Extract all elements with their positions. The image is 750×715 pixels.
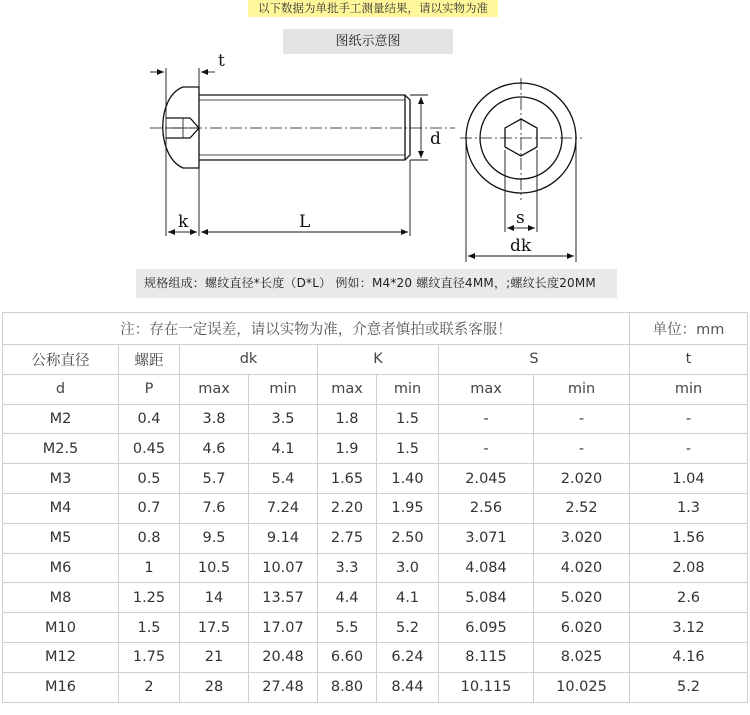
table-cell: 5.5	[318, 613, 377, 643]
table-cell: 1.25	[119, 583, 180, 613]
table-cell: 13.57	[249, 583, 318, 613]
table-cell: 2	[119, 672, 180, 702]
table-cell: 21	[180, 642, 249, 672]
table-cell: 5.2	[377, 613, 439, 643]
spec-format-note: 规格组成：螺纹直径*长度（D*L） 例如：M4*20 螺纹直径4MM，;螺纹长度20MM	[136, 269, 617, 298]
table-cell: 8.025	[534, 642, 630, 672]
table-cell: 3.0	[377, 553, 439, 583]
table-cell: 1.65	[318, 464, 377, 494]
table-cell: 28	[180, 672, 249, 702]
table-cell: 0.45	[119, 434, 180, 464]
screw-shank	[199, 95, 410, 160]
table-cell: 10.115	[439, 672, 534, 702]
screw-diagram	[0, 0, 750, 265]
table-cell: 7.6	[180, 493, 249, 523]
table-cell: 17.07	[249, 613, 318, 643]
table-cell: 4.1	[377, 583, 439, 613]
header-dk: dk	[180, 345, 318, 375]
table-cell: 4.084	[439, 553, 534, 583]
table-note: 注：存在一定误差，请以实物为准，介意者慎拍或联系客服！	[3, 313, 630, 345]
table-cell: 2.020	[534, 464, 630, 494]
table-cell: 10.025	[534, 672, 630, 702]
unit-label: 单位：mm	[630, 313, 748, 345]
table-cell: M10	[3, 613, 119, 643]
subheader-cell: min	[630, 374, 748, 404]
table-cell: 1.9	[318, 434, 377, 464]
table-cell: -	[534, 404, 630, 434]
table-cell: M8	[3, 583, 119, 613]
header-t: t	[630, 345, 748, 375]
table-row	[3, 493, 748, 523]
table-cell: 5.020	[534, 583, 630, 613]
table-cell: 20.48	[249, 642, 318, 672]
drawing-title: 图纸示意图	[283, 29, 453, 54]
table-cell: 4.6	[180, 434, 249, 464]
table-cell: 4.16	[630, 642, 748, 672]
table-cell: M3	[3, 464, 119, 494]
table-cell: M6	[3, 553, 119, 583]
table-row	[3, 434, 748, 464]
table-cell: 1.8	[318, 404, 377, 434]
table-row	[3, 404, 748, 434]
table-cell: 4.4	[318, 583, 377, 613]
screw-head-outline	[163, 87, 199, 168]
table-cell: 5.4	[249, 464, 318, 494]
table-row	[3, 613, 748, 643]
table-cell: 6.095	[439, 613, 534, 643]
table-cell: 8.80	[318, 672, 377, 702]
table-cell: 1.75	[119, 642, 180, 672]
table-cell: 10.07	[249, 553, 318, 583]
header-k: K	[318, 345, 439, 375]
label-d: d	[430, 129, 441, 149]
table-cell: M12	[3, 642, 119, 672]
table-cell: 14	[180, 583, 249, 613]
table-cell: 6.60	[318, 642, 377, 672]
table-cell: 9.14	[249, 523, 318, 553]
subheader-cell: max	[318, 374, 377, 404]
table-cell: M2	[3, 404, 119, 434]
table-cell: 2.56	[439, 493, 534, 523]
table-cell: 5.084	[439, 583, 534, 613]
table-row	[3, 464, 748, 494]
table-cell: 5.7	[180, 464, 249, 494]
table-row	[3, 553, 748, 583]
table-cell: 1.56	[630, 523, 748, 553]
table-cell: 3.5	[249, 404, 318, 434]
table-cell: 1.3	[630, 493, 748, 523]
subheader-cell: d	[3, 374, 119, 404]
table-cell: 2.08	[630, 553, 748, 583]
subheader-cell: max	[439, 374, 534, 404]
table-cell: 10.5	[180, 553, 249, 583]
table-cell: 3.8	[180, 404, 249, 434]
table-cell: 3.071	[439, 523, 534, 553]
table-cell: 1	[119, 553, 180, 583]
label-k: k	[178, 212, 189, 232]
subheader-row	[3, 374, 748, 404]
header-s: S	[439, 345, 630, 375]
table-cell: M5	[3, 523, 119, 553]
table-cell: 7.24	[249, 493, 318, 523]
table-cell: 1.5	[377, 404, 439, 434]
table-row	[3, 642, 748, 672]
table-cell: 0.7	[119, 493, 180, 523]
subheader-cell: min	[534, 374, 630, 404]
subheader-cell: min	[249, 374, 318, 404]
table-cell: -	[439, 404, 534, 434]
table-cell: 17.5	[180, 613, 249, 643]
table-cell: 3.020	[534, 523, 630, 553]
table-cell: 2.6	[630, 583, 748, 613]
table-cell: 6.020	[534, 613, 630, 643]
table-cell: 1.40	[377, 464, 439, 494]
table-cell: 6.24	[377, 642, 439, 672]
table-cell: 2.50	[377, 523, 439, 553]
table-row	[3, 523, 748, 553]
table-cell: M4	[3, 493, 119, 523]
table-cell: 4.020	[534, 553, 630, 583]
table-cell: 8.44	[377, 672, 439, 702]
header-pitch: 螺距	[119, 345, 180, 375]
label-t: t	[218, 51, 225, 71]
label-L: L	[299, 212, 311, 232]
subheader-cell: P	[119, 374, 180, 404]
table-cell: 3.3	[318, 553, 377, 583]
table-cell: 1.5	[119, 613, 180, 643]
table-cell: -	[630, 434, 748, 464]
header-row	[3, 345, 748, 375]
table-cell: 3.12	[630, 613, 748, 643]
label-dk: dk	[510, 236, 532, 256]
table-cell: 0.8	[119, 523, 180, 553]
table-cell: 2.75	[318, 523, 377, 553]
table-cell: -	[439, 434, 534, 464]
measurement-notice: 以下数据为单批手工测量结果，请以实物为准	[248, 0, 498, 17]
table-cell: -	[630, 404, 748, 434]
table-cell: 4.1	[249, 434, 318, 464]
table-cell: 2.045	[439, 464, 534, 494]
table-cell: 2.20	[318, 493, 377, 523]
table-cell: M16	[3, 672, 119, 702]
note-row	[3, 313, 748, 345]
table-cell: 2.52	[534, 493, 630, 523]
table-cell: M2.5	[3, 434, 119, 464]
table-cell: 8.115	[439, 642, 534, 672]
table-cell: 0.5	[119, 464, 180, 494]
table-cell: -	[534, 434, 630, 464]
table-cell: 9.5	[180, 523, 249, 553]
table-cell: 1.95	[377, 493, 439, 523]
table-cell: 0.4	[119, 404, 180, 434]
spec-table	[2, 312, 748, 703]
table-row	[3, 672, 748, 702]
table-row	[3, 583, 748, 613]
subheader-cell: min	[377, 374, 439, 404]
table-cell: 27.48	[249, 672, 318, 702]
subheader-cell: max	[180, 374, 249, 404]
table-cell: 5.2	[630, 672, 748, 702]
header-nominal: 公称直径	[3, 345, 119, 375]
table-cell: 1.04	[630, 464, 748, 494]
label-s: s	[516, 208, 525, 228]
table-cell: 1.5	[377, 434, 439, 464]
